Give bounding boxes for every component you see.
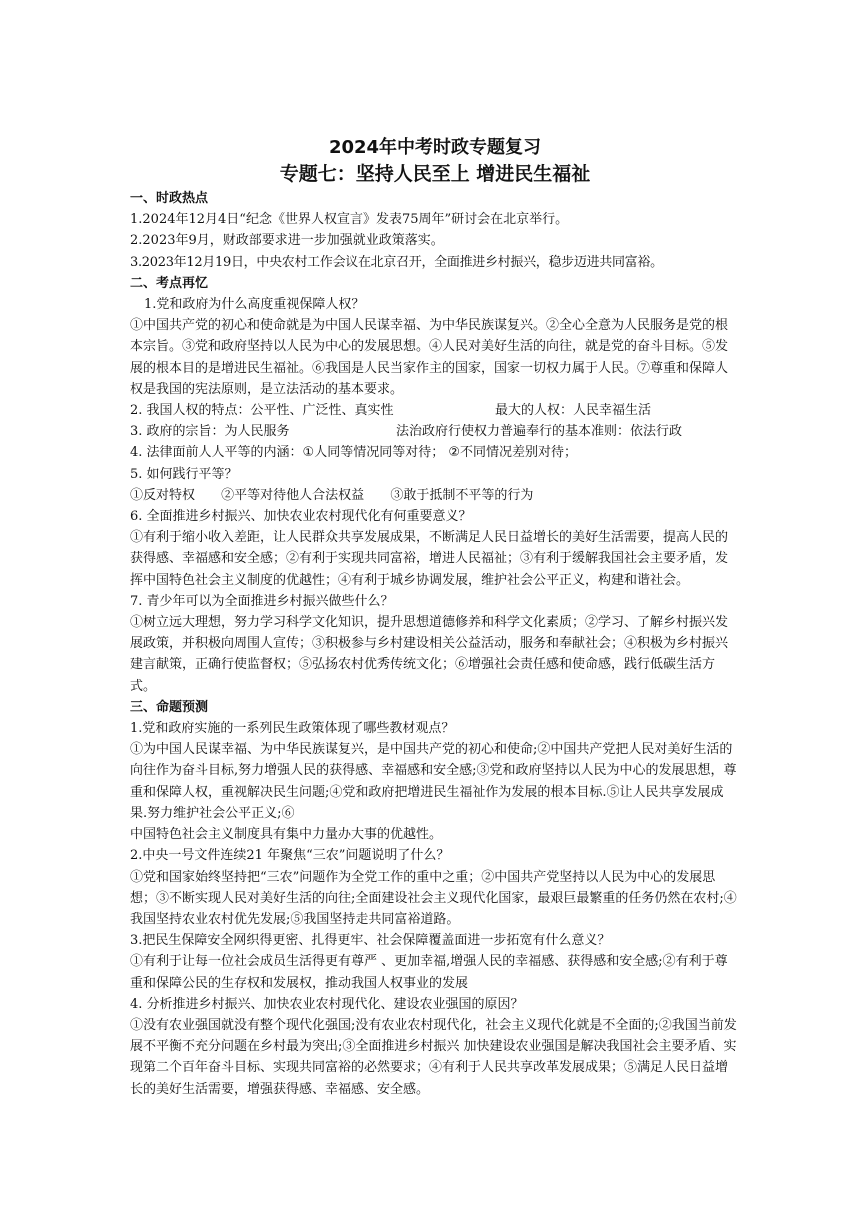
review-answer: ②平等对待他人合法权益 bbox=[221, 487, 365, 503]
document-body bbox=[130, 135, 740, 1100]
document-title: 2024年中考时政专题复习 bbox=[328, 137, 542, 158]
review-question: 6. 全面推进乡村振兴、加快农业农村现代化有何重要意义？ bbox=[130, 509, 472, 525]
prediction-answer: ①为中国人民谋幸福、为中华民族谋复兴，是中国共产党的初心和使命;②中国共产党把人民对美好生活的向往作为奋斗目标,努力增强人民的获得感、幸福感和安全感;③党和政府坚持以人民为中心的发展思想，尊重和保障人权，重视解决民生问题;④党和政府把增进民生福祉作为发展的根本目标.⑤让人民共享发展成果.努力维护社会公平正义;⑥ bbox=[130, 742, 737, 821]
prediction-answer: ①有利于让每一位社会成员生活得更有尊严 、更加幸福,增强人民的幸福感、获得感和安全感;②有利于尊重和保障公民的生存权和发展权，推动我国人权事业的发展 bbox=[130, 954, 728, 991]
section-heading-review: 二、考点再忆 bbox=[130, 275, 209, 291]
section-heading-hot-topics: 一、时政热点 bbox=[130, 191, 209, 206]
prediction-answer: ①没有农业强国就没有整个现代化强国;没有农业农村现代化，社会主义现代化就是不全面的;②我国当前发展不平衡不充分问题在乡村最为突出;③全面推进乡村振兴 加快建设农业强国是解决我国社会主要矛盾、实现第二个百年奋斗目标、实现共同富裕的必然要求；④有利于人民共享改革发展成果；⑤满足人民日益增长的美好生活需要，增强获得感、幸福感、安全感。 bbox=[130, 1017, 737, 1097]
review-question: 4. 法律面前人人平等的内涵： bbox=[130, 445, 303, 461]
review-answer: ①中国共产党的初心和使命就是为中国人民谋幸福、为中华民族谋复兴。②全心全意为人民服务是党的根本宗旨。③党和政府坚持以人民为中心的发展思想。④人民对美好生活的向往，就是党的奋斗目标。⑤发展的根本目的是增进民生福祉。⑥我国是人民当家作主的国家，国家一切权力属于人民。⑦尊重和保障人权是我国的宪法原则，是立法活动的基本要求。 bbox=[130, 318, 729, 397]
review-answer: 法治政府行使权力普遍奉行的基本准则：依法行政 bbox=[396, 424, 683, 440]
review-question: 3. 政府的宗旨：为人民服务 bbox=[130, 424, 290, 440]
review-row bbox=[130, 421, 740, 442]
review-question: 2. 我国人权的特点：公平性、广泛性、真实性 bbox=[130, 403, 394, 419]
prediction-answer: 中国特色社会主义制度具有集中力量办大事的优越性。 bbox=[130, 827, 443, 843]
section-heading-predictions: 三、命题预测 bbox=[130, 699, 209, 715]
document-subtitle: 专题七：坚持人民至上 增进民生福祉 bbox=[279, 163, 591, 185]
review-answer-row bbox=[130, 485, 740, 506]
review-row bbox=[130, 442, 740, 463]
review-question: 7. 青少年可以为全面推进乡村振兴做些什么？ bbox=[130, 593, 394, 609]
review-answer: ①人同等情况同等对待； ②不同情况差别对待； bbox=[302, 445, 577, 461]
prediction-question: 1.党和政府实施的一系列民生政策体现了哪些教材观点？ bbox=[130, 721, 455, 737]
hot-topic-item: 2.2023年9月，财政部要求进一步加强就业政策落实。 bbox=[130, 233, 444, 249]
hot-topic-item: 3.2023年12月19日，中央农村工作会议在北京召开，全面推进乡村振兴，稳步迈进共同富裕。 bbox=[130, 254, 663, 270]
prediction-question: 2.中央一号文件连续21 年聚焦“三农”问题说明了什么？ bbox=[130, 848, 450, 864]
review-question: 1.党和政府为什么高度重视保障人权？ bbox=[144, 297, 365, 313]
prediction-answer: ①党和国家始终坚持把“三农”问题作为全党工作的重中之重；②中国共产党坚持以人民为中心的发展思想；③不断实现人民对美好生活的向往;全面建设社会主义现代化国家，最艰巨最繁重的任务仍然在农村;④我国坚持农业农村优先发展;⑤我国坚持走共同富裕道路。 bbox=[130, 869, 737, 927]
review-row bbox=[130, 400, 740, 421]
review-answer: 最大的人权：人民幸福生活 bbox=[495, 403, 652, 419]
review-answer: ①反对特权 bbox=[130, 487, 196, 503]
hot-topic-item: 1.2024年12月4日“纪念《世界人权宣言》发表75周年”研讨会在北京举行。 bbox=[130, 212, 569, 228]
review-answer: ①树立远大理想，努力学习科学文化知识，提升思想道德修养和科学文化素质；②学习、了解乡村振兴发展政策，并积极向周围人宣传；③积极参与乡村建设相关公益活动，服务和奉献社会；④积极为乡村振兴建言献策，正确行使监督权；⑤弘扬农村优秀传统文化；⑥增强社会责任感和使命感，践行低碳生活方式。 bbox=[130, 615, 729, 694]
prediction-question: 3.把民生保障安全网织得更密、扎得更牢、社会保障覆盖面进一步拓宽有什么意义？ bbox=[130, 933, 611, 949]
review-answer: ③敢于抵制不平等的行为 bbox=[390, 487, 534, 503]
review-answer: ①有利于缩小收入差距，让人民群众共享发展成果，不断满足人民日益增长的美好生活需要，提高人民的获得感、幸福感和安全感；②有利于实现共同富裕，增进人民福祉；③有利于缓解我国社会主要矛盾，发挥中国特色社会主义制度的优越性；④有利于城乡协调发展，维护社会公平正义，构建和谐社会。 bbox=[130, 530, 729, 588]
review-question: 5. 如何践行平等？ bbox=[130, 466, 238, 482]
prediction-question: 4. 分析推进乡村振兴、加快农业农村现代化、建设农业强国的原因？ bbox=[130, 996, 524, 1012]
